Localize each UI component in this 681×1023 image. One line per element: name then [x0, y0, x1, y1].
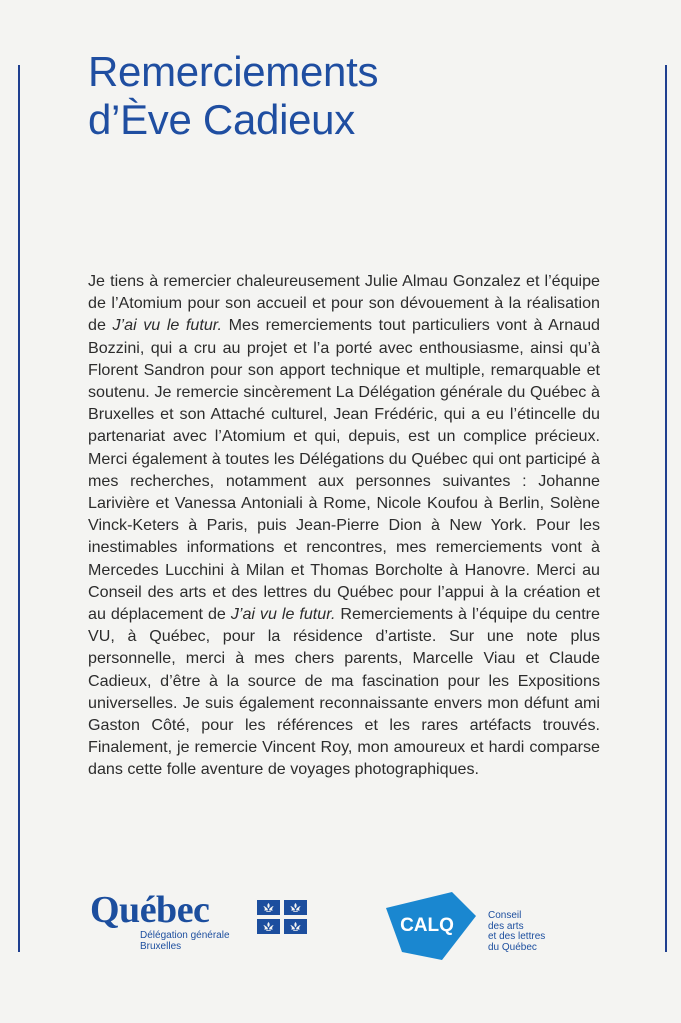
body-text-part-1: Je tiens à remercier chaleureusement Julie Almau Gonzalez et l’équipe de l’Atomium pour son accueil et pour son dévouement à la réalisation de — [88, 272, 600, 335]
calq-badge-text: CALQ — [400, 915, 454, 936]
calq-name-line-4: du Québec — [488, 941, 537, 953]
fleur-de-lis-icon — [261, 921, 276, 932]
quebec-logo-subtitle-1: Délégation générale — [140, 930, 230, 941]
calq-name-line-2: des arts — [488, 920, 524, 932]
calq-name-line-3: et des lettres — [488, 931, 546, 942]
left-margin-rule — [18, 65, 20, 952]
fleur-de-lis-icon — [288, 902, 303, 913]
quebec-wordmark: Québec — [90, 889, 210, 931]
quebec-logo-subtitle-2: Bruxelles — [140, 941, 182, 952]
work-title-2: J’ai vu le futur. — [230, 605, 336, 624]
fleur-de-lis-icon — [261, 902, 276, 913]
footer-logos — [0, 880, 681, 980]
fleur-de-lis-icon — [288, 921, 303, 932]
calq-full-name — [488, 911, 578, 953]
calq-name-line-1: Conseil — [488, 910, 522, 921]
right-margin-rule — [665, 65, 667, 952]
acknowledgements-paragraph — [88, 270, 600, 781]
title-line-2: d’Ève Cadieux — [88, 96, 355, 143]
title-line-1: Remerciements — [88, 48, 379, 95]
quebec-logo — [90, 890, 230, 952]
calq-badge-icon — [380, 890, 478, 962]
page-title — [88, 48, 378, 144]
body-text-part-2: Mes remerciements tout particuliers vont à Arnaud Bozzini, qui a cru au projet et l’a porté avec enthousiasme, ainsi qu’à Florent Sandron pour son apport technique et multiple, remarquable et soutenu. Je remercie sincèrement La Délégation générale du Québec à Bruxelles et son Attaché culturel, Jean Frédéric, qui a eu l’étincelle du partenariat avec l’Atomium et qui, depuis, est un complice précieux. Merci également à toutes les Délégations du Québec qui ont participé à mes recherches, notamment aux personnes suivantes : Johanne Larivière et Vanessa Antoniali à Rome, Nicole Koufou à Berlin, Solène Vinck-Keters à Paris, puis Jean-Pierre Dion à New York. Pour les inestimables informations et rencontres, mes remerciements vont à Mercedes Lucchini à Milan et Thomas Borcholte à Hanovre. Merci au Conseil des arts et des lettres du Québec pour l’appui à la création et au déplacement de — [88, 316, 600, 624]
body-text-part-3: Remerciements à l’équipe du centre VU, à Québec, pour la résidence d’artiste. Sur une note plus personnelle, merci à mes chers parents, Marcelle Viau et Claude Cadieux, d’être à la source de ma fascination pour les Expositions universelles. Je suis également reconnaissante envers mon défunt ami Gaston Côté, pour les références et les rares artéfacts trouvés. Finalement, je remercie Vincent Roy, mon amoureux et hardi comparse dans cette folle aventure de voyages photographiques. — [88, 605, 600, 779]
calq-logo — [380, 890, 546, 967]
work-title-1: J’ai vu le futur. — [112, 316, 223, 335]
quebec-flag-icon — [257, 900, 307, 934]
